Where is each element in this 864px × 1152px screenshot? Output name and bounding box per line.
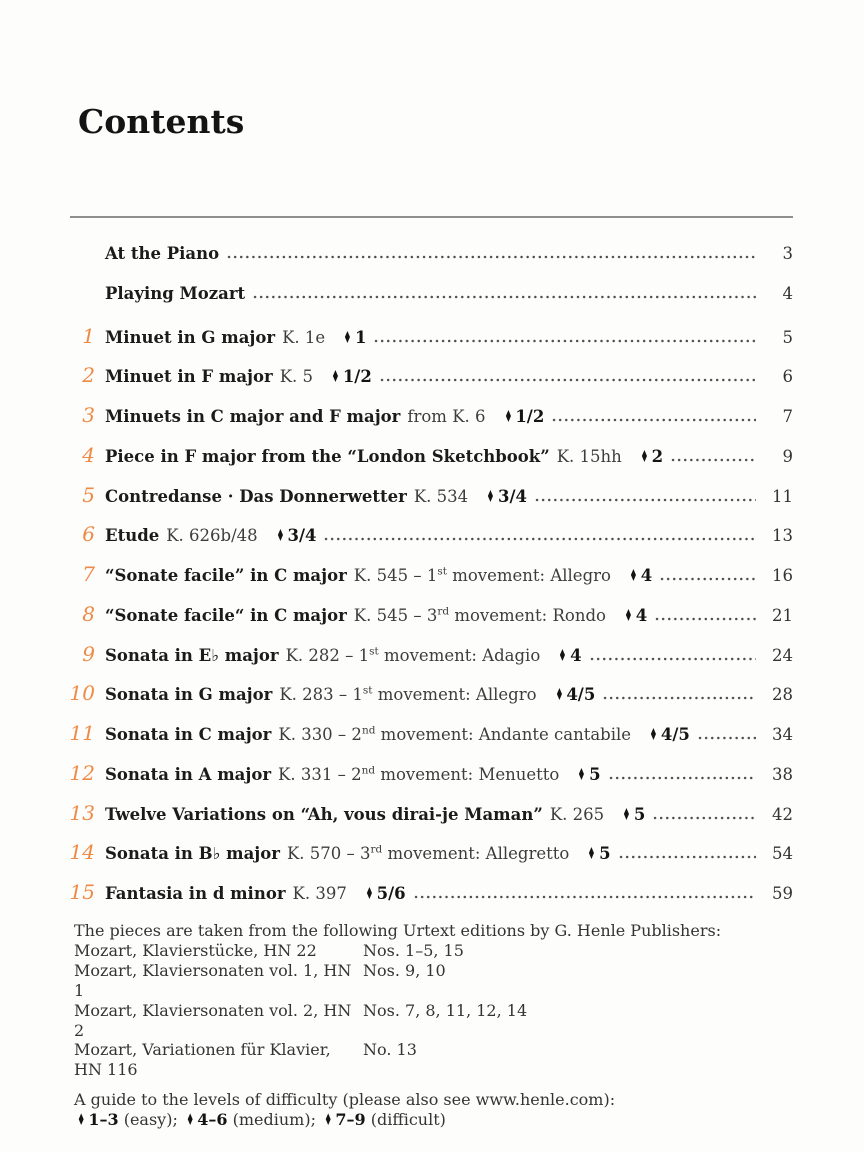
toc-entry-detail: K. 545 – 1 — [353, 566, 438, 586]
toc-page-number: 28 — [772, 685, 793, 705]
toc-page-number: 38 — [772, 764, 793, 784]
source-edition-numbers: Nos. 7, 8, 11, 12, 14 — [363, 1000, 528, 1020]
difficulty-marker — [574, 765, 600, 786]
difficulty-level: 5 — [599, 844, 611, 864]
difficulty-level: 5/6 — [376, 884, 406, 904]
difficulty-marker — [626, 566, 652, 587]
toc-entry-text — [105, 844, 569, 865]
toc-entry-detail: K. 1e — [282, 327, 326, 347]
toc-page-number: 3 — [782, 244, 793, 263]
toc-page-number: 5 — [782, 327, 793, 347]
diamond-icon: ♦ — [503, 407, 512, 427]
toc-row — [65, 240, 793, 280]
difficulty-marker — [619, 805, 645, 826]
toc-entry-superscript: st — [362, 684, 373, 697]
difficulty-marker — [340, 328, 366, 349]
difficulty-marker — [637, 447, 663, 468]
toc-entry-text — [105, 407, 486, 428]
toc-entry-text — [105, 328, 325, 349]
diamond-icon: ♦ — [343, 327, 352, 347]
dotted-leader — [534, 489, 756, 502]
toc-entry-title: Playing Mozart — [105, 283, 246, 303]
source-edition-name: Mozart, Variationen für Klavier, HN 116 — [74, 1040, 331, 1080]
dotted-leader — [379, 369, 756, 382]
toc-page-number: 13 — [772, 526, 793, 546]
toc-page-number: 4 — [782, 283, 793, 303]
toc-row — [65, 638, 793, 678]
toc-page-number: 54 — [772, 844, 793, 864]
dotted-leader — [602, 687, 756, 700]
toc-page-number: 59 — [772, 884, 793, 904]
toc-entry-text — [105, 284, 245, 305]
difficulty-label: (medium); — [227, 1110, 322, 1130]
difficulty-marker — [328, 367, 372, 388]
dotted-leader — [608, 767, 756, 780]
diamond-icon: ♦ — [331, 367, 340, 387]
toc-entry-text — [105, 646, 540, 667]
toc-page-number: 11 — [772, 486, 793, 506]
toc-row — [65, 479, 793, 519]
toc-entry-movement: movement: Adagio — [378, 645, 541, 665]
header-divider — [70, 216, 793, 218]
toc-page-number: 9 — [782, 446, 793, 466]
source-edition-numbers: Nos. 1–5, 15 — [363, 940, 464, 960]
source-edition-row — [74, 941, 774, 961]
dotted-leader — [373, 330, 756, 343]
toc-entry-title: “Sonate facile“ in C major — [105, 605, 347, 625]
toc-entry-title: “Sonate facile” in C major — [105, 566, 347, 586]
diamond-icon: ♦ — [587, 844, 596, 864]
toc-entry-text — [105, 526, 258, 547]
dotted-leader — [589, 648, 756, 661]
toc-entry-title: Sonata in A major — [105, 764, 272, 784]
toc-entry-superscript: st — [369, 645, 379, 658]
toc-page-number: 21 — [772, 605, 793, 625]
dotted-leader — [323, 528, 756, 541]
toc-entry-superscript: st — [437, 565, 447, 578]
sources-table — [74, 941, 774, 1080]
source-edition-numbers: Nos. 9, 10 — [363, 960, 446, 980]
toc-entry-superscript: rd — [437, 605, 450, 618]
toc-entry-number: 4 — [82, 442, 95, 467]
toc-entry-title: Sonata in G major — [105, 685, 273, 705]
difficulty-marker — [362, 884, 406, 905]
dotted-leader — [413, 886, 756, 899]
toc-page-number: 34 — [772, 725, 793, 745]
toc-entry-superscript: nd — [361, 764, 376, 777]
toc-entry-number: 5 — [82, 482, 95, 507]
dotted-leader — [618, 846, 756, 859]
toc-entry-superscript: rd — [370, 843, 383, 856]
diamond-icon: ♦ — [324, 1110, 333, 1130]
toc-entry-number: 2 — [82, 363, 95, 388]
difficulty-guide-levels — [74, 1110, 774, 1130]
difficulty-level: 4/5 — [660, 725, 690, 745]
toc-page-number: 7 — [782, 407, 793, 427]
toc-entry-number: 6 — [82, 522, 95, 547]
toc-entry-movement: movement: Allegro — [372, 685, 537, 705]
toc-row — [65, 320, 793, 360]
dotted-leader — [670, 449, 756, 462]
toc-entry-number: 14 — [69, 840, 95, 865]
diamond-icon: ♦ — [629, 566, 638, 586]
toc-row — [65, 598, 793, 638]
toc-entry-number: 1 — [82, 323, 95, 348]
toc-entry-detail: K. 5 — [279, 367, 314, 387]
toc-entry-text — [105, 606, 606, 627]
difficulty-range: 1–3 — [88, 1110, 119, 1130]
difficulty-marker — [646, 725, 690, 746]
sources-intro: The pieces are taken from the following Urtext editions by G. Henle Publishers: — [74, 921, 722, 940]
toc-entry-text — [105, 367, 313, 388]
difficulty-label: (easy); — [118, 1110, 183, 1130]
toc-entry-movement: movement: Allegretto — [382, 844, 570, 864]
difficulty-range: 4–6 — [197, 1110, 228, 1130]
toc-row — [65, 876, 793, 916]
toc-entry-text — [105, 765, 559, 786]
toc-entry-text — [105, 244, 219, 265]
toc-entry-title: Etude — [105, 526, 160, 546]
toc-entry-number: 8 — [82, 601, 95, 626]
difficulty-marker — [273, 526, 317, 547]
toc-entry-detail: K. 15hh — [556, 446, 622, 466]
difficulty-marker — [501, 407, 545, 428]
toc-entry-movement: movement: Menuetto — [375, 764, 560, 784]
dotted-leader — [551, 409, 756, 422]
toc-entry-title: At the Piano — [105, 244, 220, 263]
dotted-leader — [252, 286, 756, 299]
difficulty-level: 4 — [570, 645, 582, 665]
toc-entry-number: 7 — [82, 562, 95, 587]
difficulty-marker — [552, 685, 596, 706]
toc-entry-number: 3 — [82, 403, 95, 428]
toc-row — [65, 518, 793, 558]
difficulty-guide-level — [74, 1110, 183, 1129]
difficulty-marker — [483, 487, 527, 508]
difficulty-level: 3/4 — [497, 486, 527, 506]
sources-section — [74, 921, 774, 1130]
source-edition-row — [74, 1040, 774, 1080]
source-edition-name: Mozart, Klavierstücke, HN 22 — [74, 940, 317, 960]
toc-row — [65, 558, 793, 598]
difficulty-level: 1/2 — [515, 407, 545, 427]
diamond-icon: ♦ — [624, 605, 633, 625]
diamond-icon: ♦ — [558, 645, 567, 665]
toc-entry-title: Twelve Variations on “Ah, vous dirai-je Maman” — [105, 804, 543, 824]
toc-entry-detail: from K. 6 — [407, 407, 486, 427]
toc-entry-title: Minuet in G major — [105, 327, 276, 347]
toc-entry-detail: K. 265 — [549, 804, 605, 824]
toc-entry-detail: K. 282 – 1 — [285, 645, 370, 665]
difficulty-label: (difficult) — [365, 1110, 446, 1130]
toc-entry-title: Contredanse · Das Donnerwetter — [105, 486, 407, 506]
toc-entry-movement: movement: Andante cantabile — [375, 725, 632, 745]
source-edition-numbers: No. 13 — [363, 1040, 417, 1060]
toc-page-number: 16 — [772, 566, 793, 586]
toc-entry-number: 12 — [69, 760, 95, 785]
toc-entry-title: Minuets in C major and F major — [105, 407, 401, 427]
diamond-icon: ♦ — [486, 486, 495, 506]
diamond-icon: ♦ — [649, 725, 658, 745]
toc-entry-text — [105, 447, 622, 468]
toc-page-number: 6 — [782, 367, 793, 387]
difficulty-range: 7–9 — [335, 1110, 366, 1130]
toc-row — [65, 836, 793, 876]
toc-entry-detail: K. 283 – 1 — [279, 685, 363, 705]
diamond-icon: ♦ — [276, 526, 285, 546]
difficulty-level: 5 — [633, 804, 646, 824]
difficulty-level: 4 — [635, 605, 648, 625]
diamond-icon: ♦ — [554, 685, 563, 705]
difficulty-guide-level — [321, 1110, 446, 1129]
toc-entry-number: 10 — [69, 681, 95, 706]
diamond-icon: ♦ — [640, 446, 649, 466]
toc-entry-text — [105, 884, 347, 905]
toc-row — [65, 717, 793, 757]
toc-row — [65, 359, 793, 399]
toc-row — [65, 439, 793, 479]
toc-row — [65, 399, 793, 439]
diamond-icon: ♦ — [365, 884, 374, 904]
toc-entry-detail: K. 626b/48 — [166, 526, 258, 546]
toc-entry-detail: K. 331 – 2 — [278, 764, 362, 784]
difficulty-level: 4 — [640, 566, 653, 586]
toc-entry-detail: K. 534 — [413, 486, 469, 506]
source-edition-name: Mozart, Klaviersonaten vol. 2, HN 2 — [74, 1000, 352, 1040]
toc-entry-number: 9 — [82, 641, 95, 666]
toc-entry-text — [105, 805, 604, 826]
toc-entry-number: 15 — [69, 880, 95, 905]
toc-entry-detail: K. 545 – 3 — [353, 605, 438, 625]
dotted-leader — [697, 727, 756, 740]
difficulty-marker — [555, 646, 581, 667]
source-edition-name: Mozart, Klaviersonaten vol. 1, HN 1 — [74, 960, 352, 1000]
toc-entry-title: Piece in F major from the “London Sketchbook” — [105, 446, 550, 466]
toc-entry-text — [105, 566, 611, 587]
toc-entry-text — [105, 685, 537, 706]
difficulty-marker — [584, 844, 610, 865]
toc-entry-detail: K. 330 – 2 — [278, 725, 362, 745]
toc-entry-number: 13 — [69, 800, 95, 825]
dotted-leader — [652, 807, 756, 820]
toc-entry-detail: K. 570 – 3 — [286, 844, 371, 864]
toc-row — [65, 280, 793, 320]
difficulty-level: 5 — [589, 764, 601, 784]
dotted-leader — [654, 608, 756, 621]
toc-entry-title: Fantasia in d minor — [105, 884, 286, 904]
difficulty-level: 3/4 — [287, 526, 317, 546]
dotted-leader — [226, 246, 756, 259]
diamond-icon: ♦ — [622, 804, 631, 824]
toc-list — [65, 240, 793, 916]
toc-entry-title: Minuet in F major — [105, 367, 273, 387]
toc-row — [65, 797, 793, 837]
toc-entry-number: 11 — [69, 721, 95, 746]
difficulty-guide-level — [183, 1110, 321, 1129]
difficulty-level: 1 — [354, 327, 367, 347]
toc-entry-title: Sonata in B♭ major — [105, 844, 280, 864]
source-edition-row — [74, 1001, 774, 1041]
difficulty-marker — [621, 606, 647, 627]
toc-row — [65, 757, 793, 797]
diamond-icon: ♦ — [186, 1110, 195, 1130]
toc-entry-title: Sonata in C major — [105, 725, 272, 745]
toc-entry-superscript: nd — [361, 724, 376, 737]
toc-page-number: 24 — [772, 645, 793, 665]
toc-entry-title: Sonata in E♭ major — [105, 645, 279, 665]
diamond-icon: ♦ — [577, 764, 586, 784]
toc-entry-detail: K. 397 — [292, 884, 347, 904]
toc-entry-movement: movement: Rondo — [449, 605, 606, 625]
difficulty-level: 4/5 — [566, 685, 596, 705]
toc-page-number: 42 — [772, 804, 793, 824]
source-edition-row — [74, 961, 774, 1001]
difficulty-level: 1/2 — [342, 367, 372, 387]
difficulty-guide — [74, 1090, 774, 1130]
dotted-leader — [659, 568, 756, 581]
difficulty-level: 2 — [651, 446, 664, 466]
page-title: Contents — [78, 102, 245, 141]
difficulty-guide-intro: A guide to the levels of difficulty (please also see www.henle.com): — [74, 1090, 616, 1110]
toc-entry-text — [105, 725, 631, 746]
diamond-icon: ♦ — [77, 1110, 86, 1130]
toc-entry-movement: movement: Allegro — [446, 566, 611, 586]
toc-entry-text — [105, 487, 468, 508]
toc-row — [65, 677, 793, 717]
